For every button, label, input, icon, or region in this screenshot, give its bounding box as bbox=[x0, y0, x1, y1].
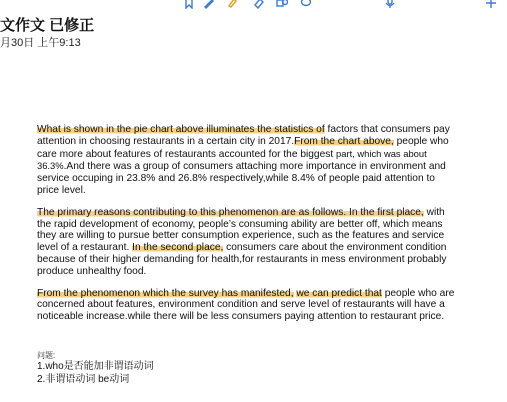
essay-text: people who care more about features of restaurants accounted for the biggest bbox=[37, 135, 449, 160]
add-icon[interactable] bbox=[485, 0, 497, 8]
essay-text: with the rapid development of economy, people’s consuming ability are better off, which means they are willing to pursue better consumption experience, such as the features and service level of a restaurant. bbox=[37, 206, 445, 254]
highlight-mark: In the second place, bbox=[132, 242, 224, 254]
essay-paragraph-2 bbox=[37, 207, 455, 278]
pen-icon[interactable] bbox=[203, 0, 215, 8]
highlight-mark: we can predict that bbox=[296, 287, 382, 299]
highlight-mark: From the phenomenon which the survey has manifested, bbox=[37, 287, 294, 299]
highlighter-icon[interactable] bbox=[226, 0, 238, 8]
essay-text: consumers care about the environment condition because of their higher demanding for health,for restaurants in mess environment probably produce unhealthy food. bbox=[37, 242, 447, 277]
mic-icon[interactable] bbox=[384, 0, 396, 8]
essay-text: .And there was a group of consumers attaching more importance in environment and service occuping in 23.8% and 26.8% respectively,while 8.4% of people paid attention to price level. bbox=[37, 161, 446, 196]
essay-paragraph-1 bbox=[37, 124, 455, 197]
note-timestamp: 月30日 上午9:13 bbox=[0, 37, 81, 49]
notes-label: 问题: bbox=[37, 351, 56, 360]
question-notes bbox=[37, 350, 154, 386]
eraser-icon[interactable] bbox=[253, 0, 265, 8]
essay-text: factors that consumers pay attention in choosing restaurants in a certain city in 2017. bbox=[37, 124, 450, 147]
toolbar bbox=[0, 0, 507, 10]
shapes-icon[interactable] bbox=[276, 0, 288, 8]
highlight-mark: The primary reasons contributing to this phenomenon are as follows. In the first place, bbox=[37, 206, 424, 218]
note-title: 文作文 已修正 bbox=[0, 17, 95, 34]
highlight-mark: From the chart above, bbox=[294, 135, 394, 147]
notes-item: 1.who是否能加非谓语动词 bbox=[37, 361, 154, 372]
essay-text: part, which was about 36.3% bbox=[37, 147, 427, 172]
essay-text: people who are concerned about features, environment condition and serve level of restaurants will have a noticeable increase.while there will be less consumers paying attention to restaurant price. bbox=[37, 287, 455, 323]
essay-body[interactable] bbox=[37, 124, 455, 333]
bookmark-icon[interactable] bbox=[183, 0, 195, 8]
notes-item: 2.非谓语动词 be动词 bbox=[37, 373, 130, 385]
highlight-mark: What is shown in the pie chart above illuminates the statistics of bbox=[37, 124, 325, 135]
essay-paragraph-3 bbox=[37, 288, 455, 323]
lasso-icon[interactable] bbox=[300, 0, 312, 8]
